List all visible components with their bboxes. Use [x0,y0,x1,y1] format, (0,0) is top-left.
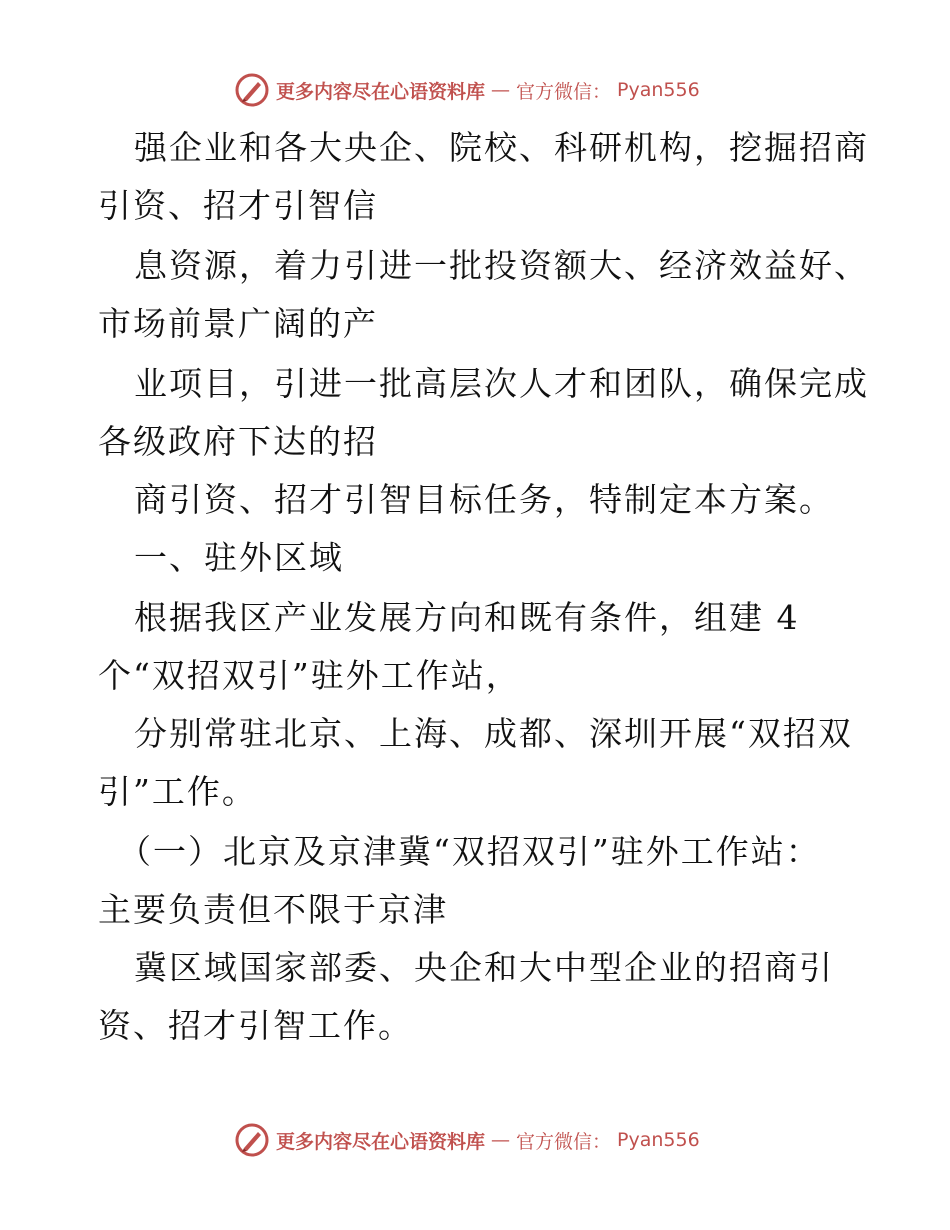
header-wechat-label: 官方微信： [516,80,612,103]
header-wechat-id: Pyan556 [617,79,700,101]
header-banner [234,70,700,110]
body-line: 冀区域国家部委、央企和大中型企业的招商引 [134,948,834,987]
subsection-heading: （一）北京及京津冀“双招双引”驻外工作站： [118,832,821,871]
header-dash: — [491,79,511,101]
body-line: 根据我区产业发展方向和既有条件，组建 4 [134,598,800,637]
footer-banner [234,1120,700,1160]
body-line: 商引资、招才引智目标任务，特制定本方案。 [134,480,834,519]
footer-wechat-label: 官方微信： [516,1130,612,1153]
footer-site-text: 更多内容尽在心语资料库 [276,1130,486,1153]
body-line: 个“双招双引”驻外工作站， [98,656,521,695]
footer-wechat-id: Pyan556 [617,1129,700,1151]
section-heading: 一、驻外区域 [134,538,344,577]
body-line: 资、招才引智工作。 [98,1006,413,1045]
body-line: 息资源，着力引进一批投资额大、经济效益好、 [134,246,869,285]
body-line: 市场前景广阔的产 [98,304,378,343]
body-line: 业项目，引进一批高层次人才和团队，确保完成 [134,364,869,403]
footer-dash: — [491,1129,511,1151]
body-line: 引”工作。 [98,772,257,811]
body-line: 强企业和各大央企、院校、科研机构，挖掘招商 [134,128,869,167]
pen-circle-logo-icon [234,1122,270,1158]
pen-circle-logo-icon [234,72,270,108]
body-line: 引资、招才引智信 [98,186,378,225]
header-site-text: 更多内容尽在心语资料库 [276,80,486,103]
body-line: 分别常驻北京、上海、成都、深圳开展“双招双 [134,714,853,753]
body-line: 主要负责但不限于京津 [98,890,448,929]
body-line: 各级政府下达的招 [98,422,378,461]
